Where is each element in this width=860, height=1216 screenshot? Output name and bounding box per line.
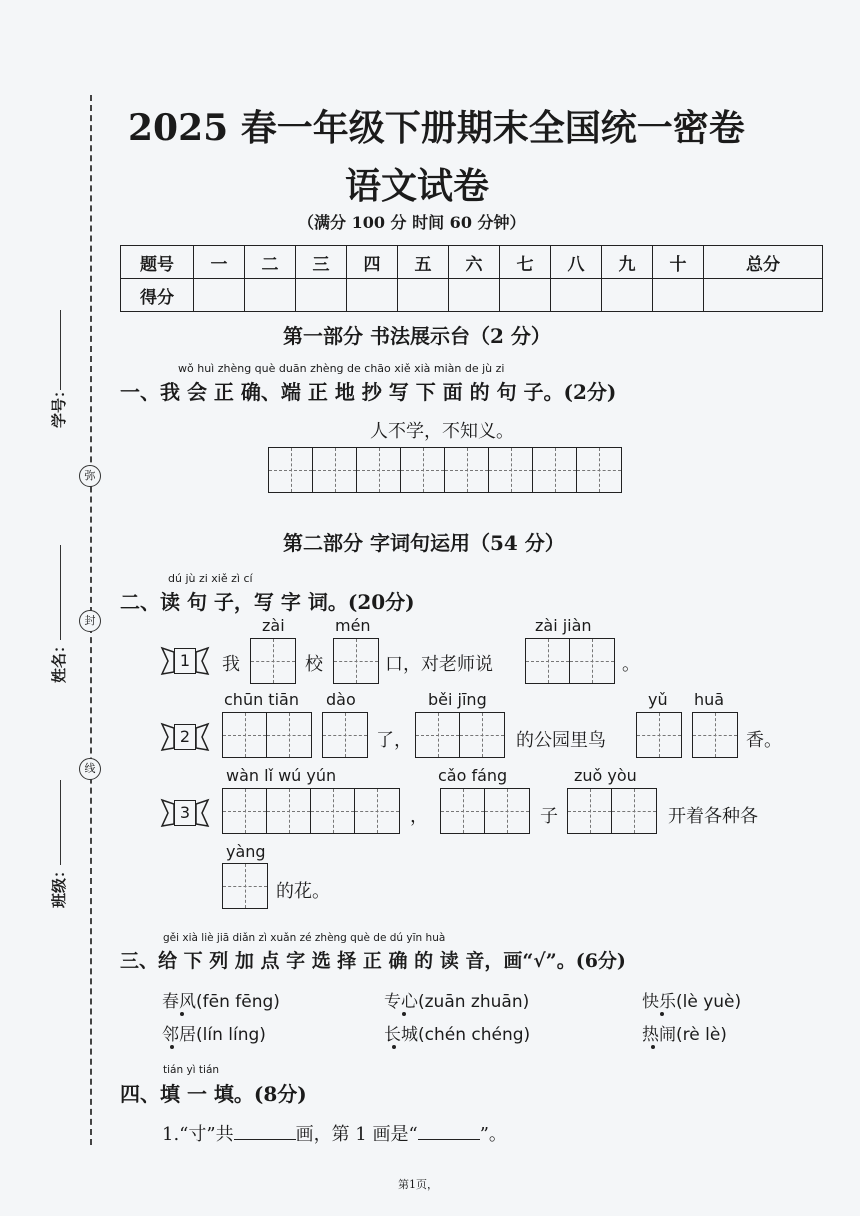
- exam-note: （满分 100 分 时间 60 分钟）: [298, 213, 526, 232]
- s3-grid-d[interactable]: [222, 863, 268, 909]
- score-cell[interactable]: [500, 279, 551, 312]
- writing-cell[interactable]: [568, 789, 612, 833]
- q3-item-6[interactable]: 热闹(rè lè): [642, 1025, 727, 1045]
- writing-cell[interactable]: [357, 448, 401, 492]
- name-field[interactable]: [60, 545, 61, 640]
- q1-sentence: 人不学，不知义。: [370, 421, 514, 442]
- score-header-cell: 题号: [121, 246, 194, 279]
- q1-title: 一、我 会 正 确、端 正 地 抄 写 下 面 的 句 子。(2分): [120, 380, 617, 404]
- writing-cell[interactable]: [311, 789, 355, 833]
- s2-pinyin-a: chūn tiān: [224, 690, 299, 709]
- part2-title: 第二部分 字词句运用（54 分）: [283, 531, 565, 555]
- writing-cell[interactable]: [251, 639, 295, 683]
- s3-pinyin-a: wàn lǐ wú yún: [226, 766, 337, 785]
- exam-subtitle: 语文试卷: [345, 165, 490, 207]
- score-header-cell: 总分: [704, 246, 823, 279]
- class-label: 班级：: [50, 862, 69, 909]
- score-header-cell: 四: [347, 246, 398, 279]
- q3-item-2[interactable]: 专心(zuān zhuān): [384, 992, 530, 1012]
- writing-cell[interactable]: [267, 789, 311, 833]
- seal-char-xian: 线: [79, 758, 101, 780]
- s1-grid-a[interactable]: [250, 638, 296, 684]
- s2-grid-e[interactable]: [692, 712, 738, 758]
- score-header-cell: 五: [398, 246, 449, 279]
- q3-item-1[interactable]: 春风(fēn fēng): [162, 992, 280, 1012]
- q3-title: 三、给 下 列 加 点 字 选 择 正 确 的 读 音，画“√”。(6分): [120, 950, 626, 972]
- score-cell[interactable]: [449, 279, 500, 312]
- score-cell[interactable]: [704, 279, 823, 312]
- q4-pinyin: tián yì tián: [163, 1064, 220, 1076]
- writing-cell[interactable]: [577, 448, 621, 492]
- s2-pinyin-e: huā: [694, 690, 725, 709]
- q3-item-5[interactable]: 长城(chén chéng): [384, 1025, 531, 1045]
- seal-char-mi: 弥: [79, 465, 101, 487]
- name-label: 姓名：: [50, 637, 69, 684]
- writing-cell[interactable]: [223, 713, 267, 757]
- score-row-label: 得分: [121, 279, 194, 312]
- q2-pinyin: dú jù zi xiě zì cí: [168, 572, 253, 585]
- emphasis-dot: [392, 1045, 396, 1049]
- sentence-3-badge: [160, 796, 210, 830]
- score-cell[interactable]: [551, 279, 602, 312]
- q4-blank-first-stroke[interactable]: [418, 1121, 480, 1140]
- s1-pinyin-c: zài jiàn: [535, 616, 592, 635]
- s2-pinyin-d: yǔ: [648, 690, 668, 709]
- exam-title: 2025 春一年级下册期末全国统一密卷: [128, 107, 745, 149]
- page-number: 第1页，: [398, 1178, 438, 1191]
- score-table: [120, 245, 823, 312]
- writing-cell[interactable]: [533, 448, 577, 492]
- s3-text-3: 开着各种各: [668, 806, 758, 827]
- score-header-cell: 八: [551, 246, 602, 279]
- s2-text-2: 的公园里鸟: [516, 730, 606, 751]
- q3-pinyin: gěi xià liè jiā diǎn zì xuǎn zé zhèng què de dú yīn huà: [163, 932, 446, 944]
- q4-item-1-text-c: ”。: [479, 1124, 507, 1145]
- q4-item-1-text-a: 1.“寸”共: [162, 1124, 234, 1145]
- s3-grid-c[interactable]: [567, 788, 657, 834]
- sentence-3-number: 3: [174, 800, 196, 826]
- writing-cell[interactable]: [460, 713, 504, 757]
- s3-pinyin-c: zuǒ yòu: [574, 766, 637, 785]
- writing-cell[interactable]: [693, 713, 737, 757]
- writing-cell[interactable]: [445, 448, 489, 492]
- writing-cell[interactable]: [612, 789, 656, 833]
- q3-item-3[interactable]: 快乐(lè yuè): [642, 992, 742, 1012]
- s1-text-2: 校: [305, 654, 323, 675]
- writing-cell[interactable]: [323, 713, 367, 757]
- s2-grid-a[interactable]: [222, 712, 312, 758]
- score-table-header-row: [121, 246, 823, 279]
- q1-writing-grid[interactable]: [268, 447, 622, 493]
- score-header-cell: 九: [602, 246, 653, 279]
- s2-text-1: 了，: [376, 730, 412, 751]
- s2-text-3: 香。: [746, 730, 782, 751]
- writing-cell[interactable]: [267, 713, 311, 757]
- s3-pinyin-b: cǎo fáng: [438, 766, 508, 785]
- writing-cell[interactable]: [485, 789, 529, 833]
- score-header-cell: 七: [500, 246, 551, 279]
- s1-pinyin-a: zài: [262, 616, 285, 635]
- q4-item-1-text-b: 画，第 1 画是“: [295, 1124, 418, 1145]
- score-header-cell: 二: [245, 246, 296, 279]
- emphasis-dot: [170, 1045, 174, 1049]
- emphasis-dot: [660, 1012, 664, 1016]
- class-field[interactable]: [60, 780, 61, 865]
- writing-cell[interactable]: [526, 639, 570, 683]
- q4-item-1: [162, 1120, 507, 1146]
- q3-item-4[interactable]: 邻居(lín líng): [162, 1025, 266, 1045]
- writing-cell[interactable]: [223, 789, 267, 833]
- sentence-1-number: 1: [174, 648, 196, 674]
- s1-text-1: 我: [222, 654, 240, 675]
- student-no-field[interactable]: [60, 310, 61, 390]
- score-cell[interactable]: [245, 279, 296, 312]
- score-header-cell: 六: [449, 246, 500, 279]
- score-header-cell: 三: [296, 246, 347, 279]
- writing-cell[interactable]: [570, 639, 614, 683]
- s2-pinyin-c: běi jīng: [428, 690, 487, 709]
- score-header-cell: 一: [194, 246, 245, 279]
- sentence-2-badge: [160, 720, 210, 754]
- writing-cell[interactable]: [401, 448, 445, 492]
- student-no-label: 学号：: [50, 382, 69, 429]
- writing-cell[interactable]: [313, 448, 357, 492]
- score-cell[interactable]: [194, 279, 245, 312]
- emphasis-dot: [402, 1012, 406, 1016]
- s3-text-1: ，: [410, 806, 428, 827]
- writing-cell[interactable]: [355, 789, 399, 833]
- s1-text-4: 。: [622, 654, 640, 675]
- q4-title: 四、填 一 填。(8分): [120, 1082, 307, 1106]
- s2-grid-b[interactable]: [322, 712, 368, 758]
- score-cell[interactable]: [347, 279, 398, 312]
- sentence-2-number: 2: [174, 724, 196, 750]
- q4-blank-strokes[interactable]: [234, 1121, 296, 1140]
- s3-text-4: 的花。: [276, 881, 330, 902]
- writing-cell[interactable]: [269, 448, 313, 492]
- s1-grid-c[interactable]: [525, 638, 615, 684]
- writing-cell[interactable]: [489, 448, 533, 492]
- writing-cell[interactable]: [637, 713, 681, 757]
- score-cell[interactable]: [653, 279, 704, 312]
- writing-cell[interactable]: [416, 713, 460, 757]
- score-cell[interactable]: [398, 279, 449, 312]
- writing-cell[interactable]: [441, 789, 485, 833]
- score-cell[interactable]: [296, 279, 347, 312]
- s2-grid-c[interactable]: [415, 712, 505, 758]
- s2-pinyin-b: dào: [326, 690, 356, 709]
- emphasis-dot: [651, 1045, 655, 1049]
- score-cell[interactable]: [602, 279, 653, 312]
- s3-grid-a[interactable]: [222, 788, 400, 834]
- sentence-1-badge: [160, 644, 210, 678]
- s3-text-2: 子: [540, 806, 558, 827]
- s2-grid-d[interactable]: [636, 712, 682, 758]
- part1-title: 第一部分 书法展示台（2 分）: [283, 324, 551, 348]
- seal-char-feng: 封: [79, 610, 101, 632]
- s1-pinyin-b: mén: [335, 616, 371, 635]
- score-table-score-row: [121, 279, 823, 312]
- q2-title: 二、读 句 子，写 字 词。(20分): [120, 590, 415, 614]
- writing-cell[interactable]: [223, 864, 267, 908]
- s3-grid-b[interactable]: [440, 788, 530, 834]
- q1-pinyin: wǒ huì zhèng què duān zhèng de chāo xiě xià miàn de jù zi: [178, 362, 505, 375]
- s3-pinyin-d: yàng: [226, 842, 266, 861]
- s1-text-3: 口，对老师说: [385, 654, 493, 675]
- emphasis-dot: [180, 1012, 184, 1016]
- s1-grid-b[interactable]: [333, 638, 379, 684]
- writing-cell[interactable]: [334, 639, 378, 683]
- score-header-cell: 十: [653, 246, 704, 279]
